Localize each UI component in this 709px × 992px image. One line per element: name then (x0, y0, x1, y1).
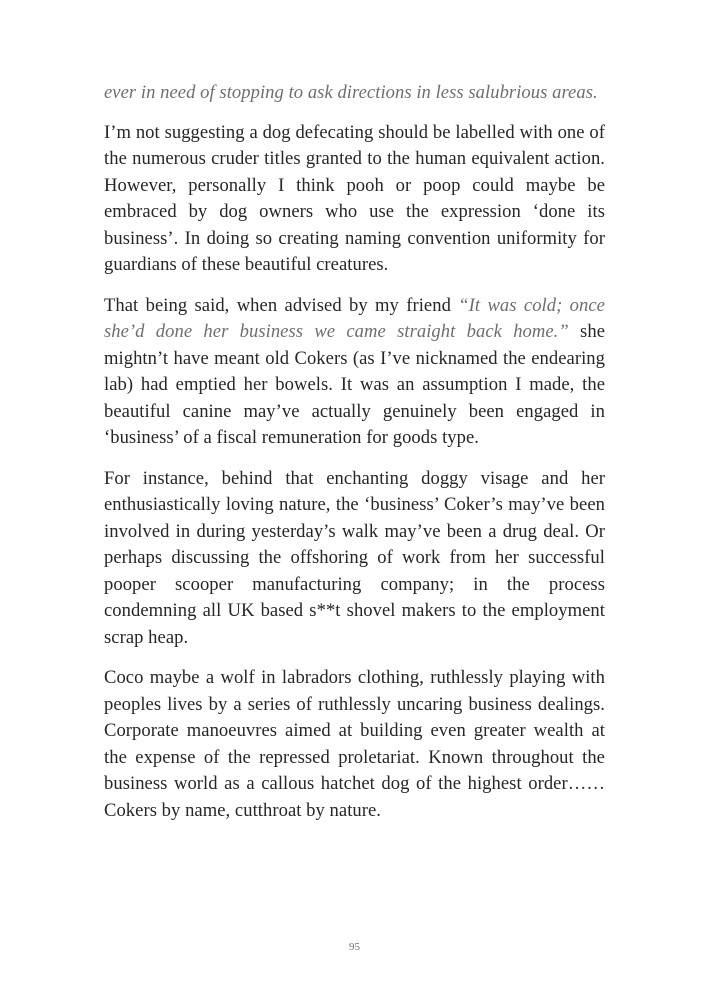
paragraph-5: Coco maybe a wolf in labradors clothing, ruthlessly playing with peoples lives by a series of ruthlessly uncaring business dealings. Corporate manoeuvres aimed at building even greater wealth at the expense of the repressed proletariat. Known throughout the business world as a callous hatchet dog of the highest order…… Cokers by name, cutthroat by nature. (104, 667, 605, 821)
body-text (104, 80, 605, 838)
paragraph-3-lead: That being said, when advised by my friend (104, 294, 459, 316)
paragraph-3-rest: she mightn’t have meant old Cokers (as I’ve nicknamed the endearing lab) had emptied her bowels. It was an assumption I made, the beautiful canine may’ve actually genuinely been engaged in ‘business’ of a fiscal remuneration for goods type. (104, 321, 605, 448)
paragraph-4: For instance, behind that enchanting doggy visage and her enthusiastically loving nature, the ‘business’ Coker’s may’ve been involved in during yesterday’s walk may’ve been a drug deal. Or perhaps discussing the offshoring of work from her successful pooper scooper manufacturing company; in the process condemning all UK based s**t shovel makers to the employment scrap heap. (104, 467, 605, 648)
paragraph-3-quote: “It was cold; once she’d done her business we came straight back home.” (104, 294, 605, 342)
paragraph-1-italic-continuation: ever in need of stopping to ask directions in less salubrious areas. (104, 82, 598, 103)
paragraph-3 (104, 293, 605, 452)
paragraph-2: I’m not suggesting a dog defecating should be labelled with one of the numerous cruder titles granted to the human equivalent action. However, personally I think pooh or poop could maybe be embraced by dog owners who use the expression ‘done its business’. In doing so creating naming convention uniformity for guardians of these beautiful creatures. (104, 121, 605, 275)
page-number: 95 (349, 941, 360, 953)
